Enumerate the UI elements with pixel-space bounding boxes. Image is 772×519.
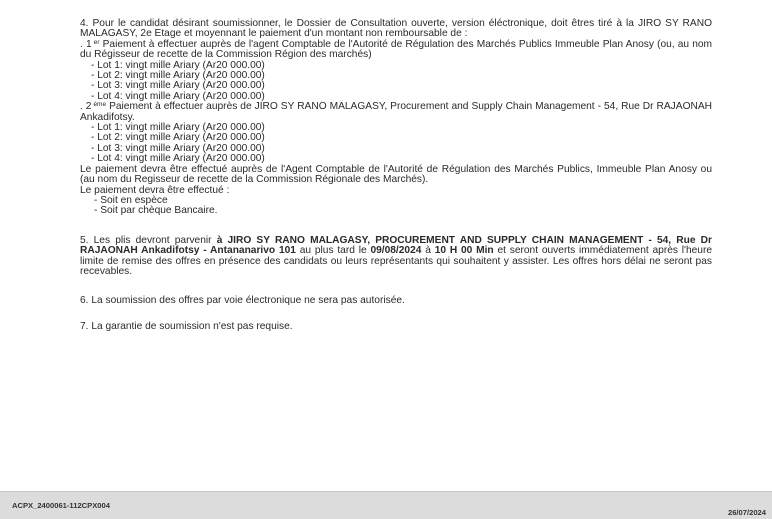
payment-mode-cash: - Soit en espèce <box>94 194 168 206</box>
footer-reference: ACPX_2400061-112CPX004 <box>12 501 110 510</box>
payment-2-heading <box>80 102 712 123</box>
section-5-deadline-date: 09/08/2024 <box>370 245 422 257</box>
payment-2-ordinal: ème <box>91 101 107 109</box>
section-5-text-2: au plus tard le <box>295 245 371 257</box>
payment-1-text: Paiement à effectuer auprès de l'agent Comptable de l'Autorité de Régulation des Marchés Publics Immeuble Plan Anosy (ou, au nom du Régisseur de recette de la Commission Région des marchés) <box>80 38 713 61</box>
payment-1-lot-4: - Lot 4: vingt mille Ariary (Ar20 000.00) <box>91 90 265 102</box>
payment-2-lot-2: - Lot 2: vingt mille Ariary (Ar20 000.00) <box>91 132 265 144</box>
payment-2-number: . 2 <box>80 101 92 113</box>
payment-1-number: . 1 <box>80 38 92 50</box>
section-5-deadline-time: 10 H 00 Min <box>434 245 494 257</box>
section-6-paragraph: 6. La soumission des offres par voie électronique ne sera pas autorisée. <box>80 295 405 307</box>
payment-2-lot-3: - Lot 3: vingt mille Ariary (Ar20 000.00) <box>91 142 265 154</box>
payment-2-lot-4: - Lot 4: vingt mille Ariary (Ar20 000.00) <box>91 153 265 165</box>
footer-date: 26/07/2024 <box>727 508 766 517</box>
spacer <box>80 217 712 236</box>
document-body <box>80 19 712 332</box>
payment-mode-check: - Soit par chèque Bancaire. <box>94 205 218 217</box>
section-5-text-1: 5. Les plis devront parvenir <box>80 234 217 246</box>
payment-1-lot-2: - Lot 2: vingt mille Ariary (Ar20 000.00) <box>91 70 265 82</box>
section-5-address: à JIRO SY RANO MALAGASY, PROCUREMENT AND SUPPLY CHAIN MANAGEMENT - 54, Rue Dr RAJAONAH Ankadifotsy - Antananarivo 101 <box>80 234 712 257</box>
section-4-intro: 4. Pour le candidat désirant soumissionner, le Dossier de Consultation ouverte, version éléctronique, doit êtres tiré à la JIRO SY RANO MALAGASY, 2e Etage et moyennant le paiement d'un montant non remboursable de : <box>80 18 712 40</box>
payment-note: Le paiement devra être effectué auprès de l'Agent Comptable de l'Autorité de Régulation des Marchés Publics, Immeuble Plan Anosy ou (au nom du Regisseur de recette de la Commission Régionale des Marchés). <box>80 163 712 186</box>
payment-1-heading <box>80 40 712 61</box>
page-footer <box>0 491 772 519</box>
spacer <box>80 307 712 322</box>
payment-1-lot-1: - Lot 1: vingt mille Ariary (Ar20 000.00) <box>91 59 265 71</box>
spacer <box>80 277 712 296</box>
payment-mode-intro: Le paiement devra être effectué : <box>80 184 230 196</box>
payment-2-lot-1: - Lot 1: vingt mille Ariary (Ar20 000.00) <box>91 122 265 134</box>
payment-1-ordinal: er <box>91 38 100 46</box>
section-5-paragraph <box>80 236 712 278</box>
section-5-text-3: à <box>421 245 435 257</box>
section-7-paragraph: 7. La garantie de soumission n'est pas requise. <box>80 320 293 332</box>
payment-2-text: Paiement à effectuer auprès de JIRO SY RANO MALAGASY, Procurement and Supply Chain Management - 54, Rue Dr RAJAONAH Ankadifotsy. <box>80 101 713 123</box>
section-5-text-4: et seront ouverts immédiatement après l'heure limite de remise des offres en présence des candidats ou leurs représentants qui souhaitent y assister. Les offres hors délai ne seront pas recevables. <box>80 245 713 277</box>
payment-1-lot-3: - Lot 3: vingt mille Ariary (Ar20 000.00) <box>91 80 265 92</box>
